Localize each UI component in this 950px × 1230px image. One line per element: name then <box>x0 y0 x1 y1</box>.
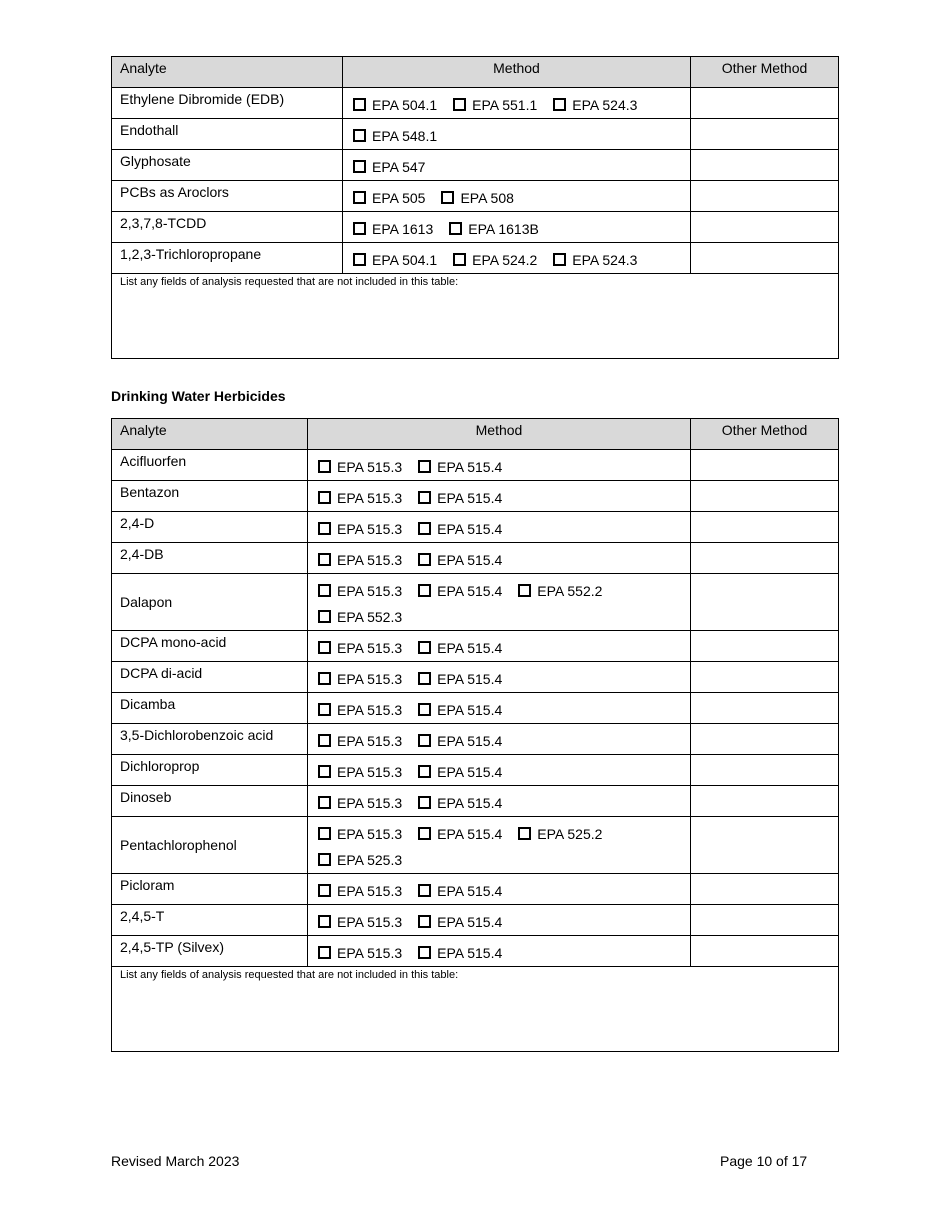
method-label: EPA 515.4 <box>437 552 503 568</box>
analyte-name: Dalapon <box>112 574 308 631</box>
table-row <box>112 150 839 181</box>
method-label: EPA 515.3 <box>337 671 403 687</box>
method-label: EPA 524.3 <box>572 97 638 113</box>
method-option[interactable] <box>418 454 502 480</box>
table-row <box>112 662 839 693</box>
table-row <box>112 512 839 543</box>
checkbox-icon[interactable] <box>318 522 331 535</box>
method-option[interactable] <box>453 247 537 273</box>
method-option[interactable] <box>418 485 502 511</box>
checkbox-icon[interactable] <box>553 98 566 111</box>
method-label: EPA 515.3 <box>337 945 403 961</box>
checkbox-icon[interactable] <box>353 98 366 111</box>
checkbox-icon[interactable] <box>518 584 531 597</box>
section-title: Drinking Water Herbicides <box>111 388 286 404</box>
table-row <box>112 631 839 662</box>
method-label: EPA 504.1 <box>372 97 438 113</box>
method-option[interactable] <box>318 454 402 480</box>
checkbox-icon[interactable] <box>318 827 331 840</box>
analyte-name: Dinoseb <box>112 786 308 817</box>
other-method-field[interactable] <box>691 574 839 631</box>
table-row <box>112 905 839 936</box>
page-number: Page 10 of 17 <box>720 1153 808 1169</box>
analyte-name: Acifluorfen <box>112 450 308 481</box>
checkbox-icon[interactable] <box>418 584 431 597</box>
method-label: EPA 515.3 <box>337 490 403 506</box>
other-method-field[interactable] <box>691 450 839 481</box>
checkbox-icon[interactable] <box>318 491 331 504</box>
other-method-field[interactable] <box>691 905 839 936</box>
table-row <box>112 693 839 724</box>
checkbox-icon[interactable] <box>418 553 431 566</box>
method-label: EPA 551.1 <box>472 97 538 113</box>
other-method-field[interactable] <box>691 662 839 693</box>
method-options <box>308 693 691 724</box>
other-method-field[interactable] <box>691 88 839 119</box>
method-option[interactable] <box>353 123 437 149</box>
analyte-name: 2,4-D <box>112 512 308 543</box>
method-options <box>308 936 691 967</box>
method-options <box>308 786 691 817</box>
method-options <box>343 212 691 243</box>
method-label: EPA 515.4 <box>437 945 503 961</box>
analyte-name: 1,2,3-Trichloropropane <box>112 243 343 274</box>
method-option[interactable] <box>418 666 502 692</box>
other-method-field[interactable] <box>691 243 839 274</box>
checkbox-icon[interactable] <box>418 641 431 654</box>
method-option[interactable] <box>353 154 425 180</box>
analyte-name: 2,3,7,8-TCDD <box>112 212 343 243</box>
method-option[interactable] <box>418 547 502 573</box>
other-method-field[interactable] <box>691 786 839 817</box>
checkbox-icon[interactable] <box>353 253 366 266</box>
method-option[interactable] <box>318 635 402 661</box>
method-label: EPA 515.4 <box>437 914 503 930</box>
method-options <box>308 724 691 755</box>
checkbox-icon[interactable] <box>318 796 331 809</box>
analyte-name: Pentachlorophenol <box>112 817 308 874</box>
method-label: EPA 524.2 <box>472 252 538 268</box>
checkbox-icon[interactable] <box>418 827 431 840</box>
method-options <box>308 874 691 905</box>
method-option[interactable] <box>418 728 502 754</box>
method-label: EPA 552.3 <box>337 609 403 625</box>
analyte-name: 2,4,5-TP (Silvex) <box>112 936 308 967</box>
checkbox-icon[interactable] <box>318 734 331 747</box>
checkbox-icon[interactable] <box>453 98 466 111</box>
method-label: EPA 515.3 <box>337 826 403 842</box>
checkbox-icon[interactable] <box>318 610 331 623</box>
method-option[interactable] <box>418 821 502 847</box>
method-label: EPA 515.3 <box>337 795 403 811</box>
other-method-field[interactable] <box>691 936 839 967</box>
checkbox-icon[interactable] <box>518 827 531 840</box>
analyte-name: Bentazon <box>112 481 308 512</box>
method-label: EPA 515.3 <box>337 459 403 475</box>
other-method-field[interactable] <box>691 693 839 724</box>
checkbox-icon[interactable] <box>353 191 366 204</box>
method-options <box>308 574 691 631</box>
method-label: EPA 505 <box>372 190 426 206</box>
analyte-name: Picloram <box>112 874 308 905</box>
header-analyte: Analyte <box>112 57 343 88</box>
method-options <box>308 512 691 543</box>
analyte-name: 3,5-Dichlorobenzoic acid <box>112 724 308 755</box>
checkbox-icon[interactable] <box>318 853 331 866</box>
method-option[interactable] <box>318 847 402 873</box>
method-label: EPA 547 <box>372 159 426 175</box>
method-label: EPA 508 <box>460 190 514 206</box>
method-label: EPA 515.4 <box>437 883 503 899</box>
checkbox-icon[interactable] <box>318 672 331 685</box>
checkbox-icon[interactable] <box>418 672 431 685</box>
method-label: EPA 515.4 <box>437 583 503 599</box>
method-label: EPA 515.4 <box>437 459 503 475</box>
method-option[interactable] <box>553 92 637 118</box>
analyte-name: 2,4,5-T <box>112 905 308 936</box>
checkbox-icon[interactable] <box>418 946 431 959</box>
method-label: EPA 504.1 <box>372 252 438 268</box>
table-row <box>112 450 839 481</box>
method-option[interactable] <box>318 485 402 511</box>
method-label: EPA 515.4 <box>437 490 503 506</box>
checkbox-icon[interactable] <box>353 129 366 142</box>
method-option[interactable] <box>418 940 502 966</box>
checkbox-icon[interactable] <box>318 946 331 959</box>
method-label: EPA 515.4 <box>437 521 503 537</box>
analyte-name: Glyphosate <box>112 150 343 181</box>
other-method-field[interactable] <box>691 543 839 574</box>
method-option[interactable] <box>318 516 402 542</box>
method-option[interactable] <box>353 92 437 118</box>
method-options <box>343 88 691 119</box>
method-label: EPA 515.3 <box>337 521 403 537</box>
method-label: EPA 515.4 <box>437 640 503 656</box>
checkbox-icon[interactable] <box>418 703 431 716</box>
method-label: EPA 515.4 <box>437 795 503 811</box>
method-option[interactable] <box>449 216 539 242</box>
method-options <box>308 662 691 693</box>
table-row <box>112 181 839 212</box>
checkbox-icon[interactable] <box>418 765 431 778</box>
other-method-field[interactable] <box>691 212 839 243</box>
table-row <box>112 243 839 274</box>
checkbox-icon[interactable] <box>418 734 431 747</box>
method-options <box>308 905 691 936</box>
checkbox-icon[interactable] <box>318 884 331 897</box>
checkbox-icon[interactable] <box>453 253 466 266</box>
method-label: EPA 515.3 <box>337 883 403 899</box>
analyte-table-1 <box>111 56 839 359</box>
header-other-method: Other Method <box>691 419 839 450</box>
additional-fields-note[interactable]: List any fields of analysis requested that are not included in this table: <box>112 967 839 1052</box>
other-method-field[interactable] <box>691 631 839 662</box>
method-label: EPA 525.3 <box>337 852 403 868</box>
method-option[interactable] <box>318 666 402 692</box>
method-option[interactable] <box>418 516 502 542</box>
header-other-method: Other Method <box>691 57 839 88</box>
method-label: EPA 515.3 <box>337 583 403 599</box>
method-label: EPA 515.3 <box>337 733 403 749</box>
table-row <box>112 936 839 967</box>
analyte-name: Ethylene Dibromide (EDB) <box>112 88 343 119</box>
additional-fields-note[interactable]: List any fields of analysis requested that are not included in this table: <box>112 274 839 359</box>
other-method-field[interactable] <box>691 724 839 755</box>
checkbox-icon[interactable] <box>318 641 331 654</box>
method-label: EPA 552.2 <box>537 583 603 599</box>
checkbox-icon[interactable] <box>553 253 566 266</box>
other-method-field[interactable] <box>691 755 839 786</box>
method-option[interactable] <box>418 697 502 723</box>
analyte-name: Dichloroprop <box>112 755 308 786</box>
table-row <box>112 88 839 119</box>
analyte-name: Dicamba <box>112 693 308 724</box>
method-label: EPA 1613 <box>372 221 434 237</box>
method-option[interactable] <box>353 247 437 273</box>
checkbox-icon[interactable] <box>418 915 431 928</box>
checkbox-icon[interactable] <box>418 796 431 809</box>
method-options <box>308 755 691 786</box>
method-option[interactable] <box>453 92 537 118</box>
table-row <box>112 755 839 786</box>
header-analyte: Analyte <box>112 419 308 450</box>
table-row <box>112 574 839 631</box>
method-option[interactable] <box>318 547 402 573</box>
method-option[interactable] <box>418 759 502 785</box>
checkbox-icon[interactable] <box>318 553 331 566</box>
other-method-field[interactable] <box>691 119 839 150</box>
checkbox-icon[interactable] <box>418 491 431 504</box>
method-label: EPA 515.4 <box>437 733 503 749</box>
method-option[interactable] <box>318 578 402 604</box>
method-option[interactable] <box>518 821 602 847</box>
analyte-name: Endothall <box>112 119 343 150</box>
method-option[interactable] <box>318 759 402 785</box>
checkbox-icon[interactable] <box>418 884 431 897</box>
checkbox-icon[interactable] <box>353 222 366 235</box>
header-method: Method <box>308 419 691 450</box>
checkbox-icon[interactable] <box>318 460 331 473</box>
method-option[interactable] <box>418 878 502 904</box>
other-method-field[interactable] <box>691 181 839 212</box>
header-method: Method <box>343 57 691 88</box>
other-method-field[interactable] <box>691 512 839 543</box>
method-options <box>343 119 691 150</box>
method-option[interactable] <box>353 185 425 211</box>
method-options <box>308 631 691 662</box>
table-row <box>112 543 839 574</box>
method-option[interactable] <box>318 728 402 754</box>
method-label: EPA 524.3 <box>572 252 638 268</box>
analyte-name: DCPA mono-acid <box>112 631 308 662</box>
other-method-field[interactable] <box>691 481 839 512</box>
method-label: EPA 548.1 <box>372 128 438 144</box>
checkbox-icon[interactable] <box>441 191 454 204</box>
method-option[interactable] <box>318 940 402 966</box>
revision-date: Revised March 2023 <box>111 1153 240 1169</box>
method-option[interactable] <box>318 604 402 630</box>
table-row <box>112 786 839 817</box>
method-option[interactable] <box>441 185 513 211</box>
herbicides-table <box>111 418 839 1052</box>
method-option[interactable] <box>318 790 402 816</box>
checkbox-icon[interactable] <box>318 765 331 778</box>
method-option[interactable] <box>318 697 402 723</box>
method-options <box>343 150 691 181</box>
method-label: EPA 525.2 <box>537 826 603 842</box>
method-options <box>343 181 691 212</box>
method-label: EPA 515.4 <box>437 671 503 687</box>
method-option[interactable] <box>318 821 402 847</box>
method-option[interactable] <box>418 578 502 604</box>
method-label: EPA 515.4 <box>437 702 503 718</box>
other-method-field[interactable] <box>691 150 839 181</box>
method-option[interactable] <box>353 216 433 242</box>
table-row <box>112 481 839 512</box>
checkbox-icon[interactable] <box>418 522 431 535</box>
method-label: EPA 515.3 <box>337 764 403 780</box>
method-option[interactable] <box>418 790 502 816</box>
method-option[interactable] <box>418 909 502 935</box>
table-row <box>112 119 839 150</box>
table-row <box>112 874 839 905</box>
table-row <box>112 724 839 755</box>
checkbox-icon[interactable] <box>318 703 331 716</box>
method-option[interactable] <box>518 578 602 604</box>
other-method-field[interactable] <box>691 817 839 874</box>
analyte-name: 2,4-DB <box>112 543 308 574</box>
method-options <box>308 450 691 481</box>
method-label: EPA 515.4 <box>437 826 503 842</box>
method-label: EPA 1613B <box>468 221 539 237</box>
checkbox-icon[interactable] <box>418 460 431 473</box>
method-label: EPA 515.3 <box>337 640 403 656</box>
other-method-field[interactable] <box>691 874 839 905</box>
analyte-name: PCBs as Aroclors <box>112 181 343 212</box>
method-option[interactable] <box>553 247 637 273</box>
method-options <box>308 817 691 874</box>
method-option[interactable] <box>418 635 502 661</box>
table-row <box>112 817 839 874</box>
method-option[interactable] <box>318 878 402 904</box>
checkbox-icon[interactable] <box>449 222 462 235</box>
checkbox-icon[interactable] <box>353 160 366 173</box>
checkbox-icon[interactable] <box>318 584 331 597</box>
method-label: EPA 515.3 <box>337 702 403 718</box>
method-options <box>343 243 691 274</box>
table-row <box>112 212 839 243</box>
method-options <box>308 543 691 574</box>
checkbox-icon[interactable] <box>318 915 331 928</box>
method-label: EPA 515.3 <box>337 914 403 930</box>
method-label: EPA 515.3 <box>337 552 403 568</box>
method-label: EPA 515.4 <box>437 764 503 780</box>
method-option[interactable] <box>318 909 402 935</box>
analyte-name: DCPA di-acid <box>112 662 308 693</box>
method-options <box>308 481 691 512</box>
